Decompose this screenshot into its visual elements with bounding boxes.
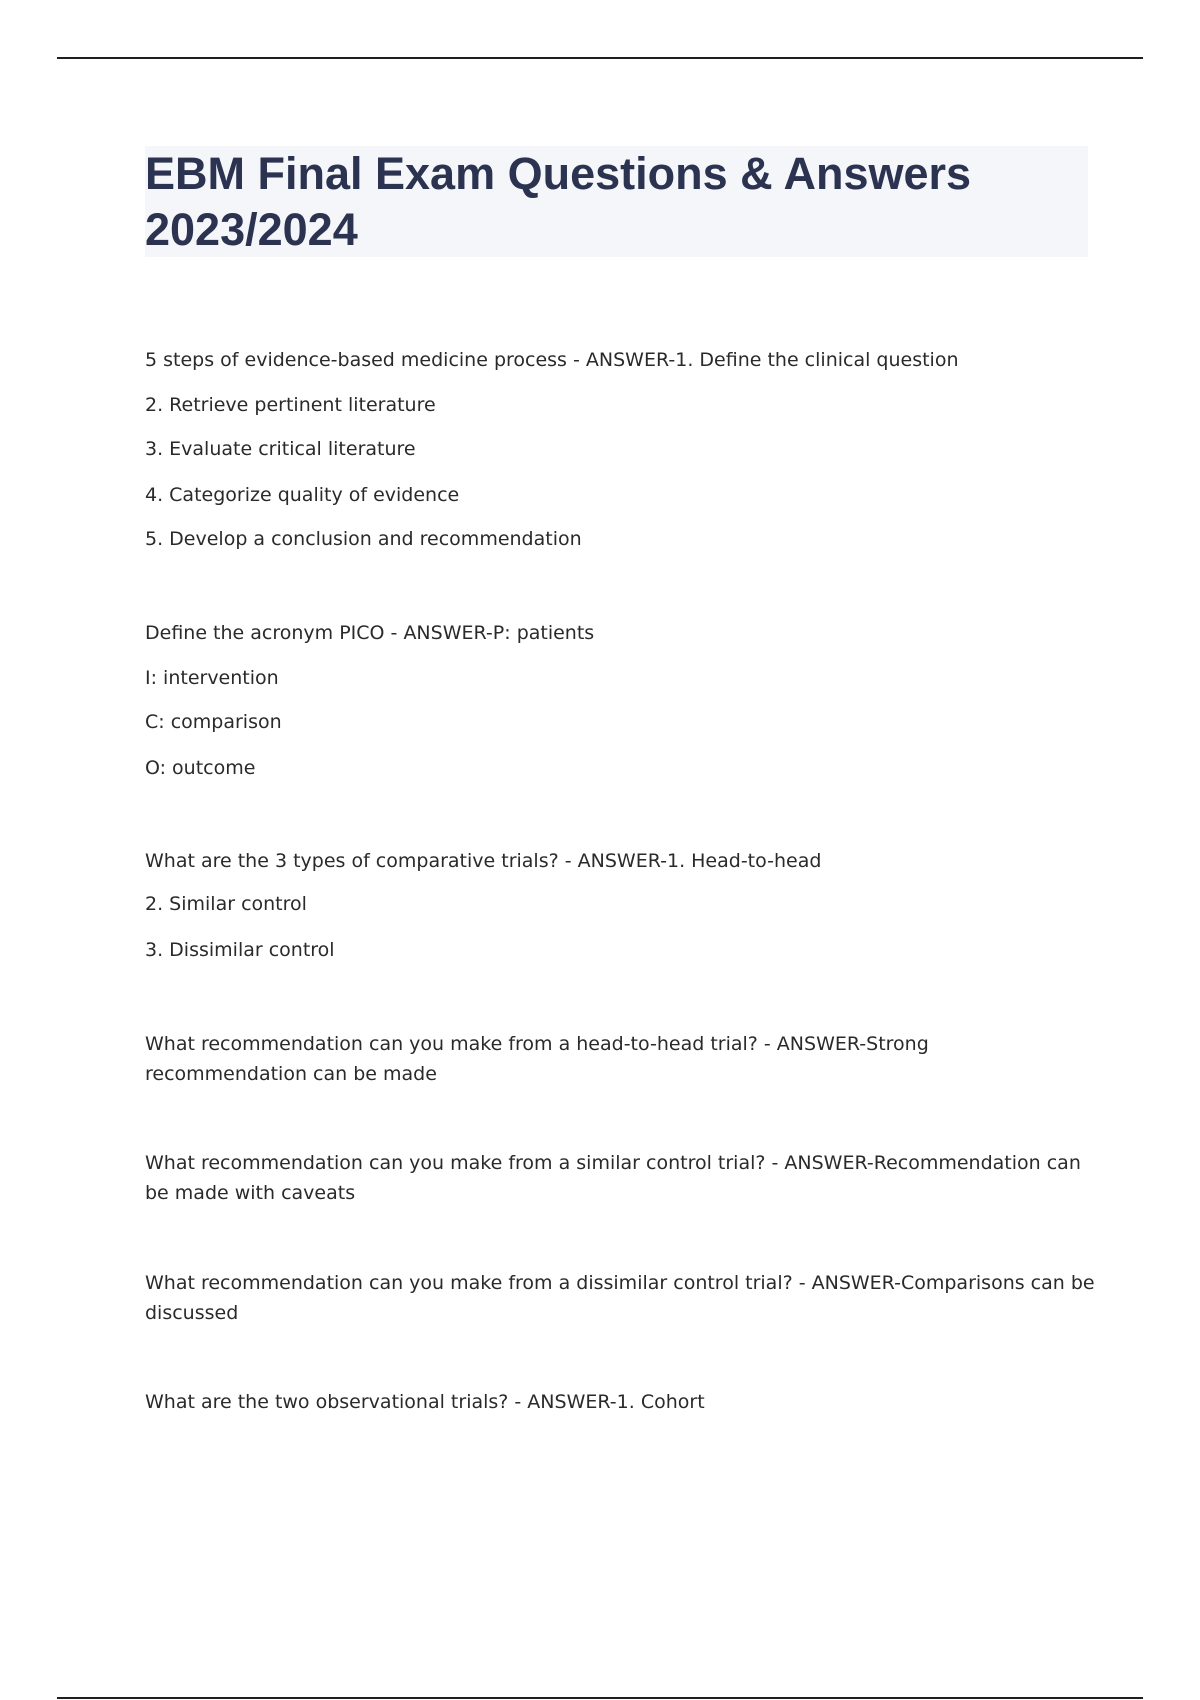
qa-item-5 (145, 1148, 1095, 1208)
document-title: EBM Final Exam Questions & Answers 2023/2024 (145, 148, 972, 255)
qa-item-7 (145, 1387, 1095, 1417)
bottom-rule (57, 1697, 1143, 1699)
qa-answer-line: 4. Categorize quality of evidence (145, 484, 460, 506)
qa-item-6 (145, 1268, 1095, 1328)
qa-item-2 (145, 619, 1095, 783)
qa-answer-line: 2. Similar control (145, 893, 307, 915)
qa-answer-line: 3. Dissimilar control (145, 939, 335, 961)
qa-item-4 (145, 1029, 1095, 1089)
qa-question: What recommendation can you make from a dissimilar control trial? - ANSWER-Comparisons can be discussed (145, 1272, 1095, 1324)
top-rule (57, 57, 1143, 59)
qa-item-3 (145, 847, 1095, 965)
qa-question: What are the 3 types of comparative trials? - ANSWER-1. Head-to-head (145, 850, 822, 872)
qa-question: What are the two observational trials? - ANSWER-1. Cohort (145, 1391, 705, 1413)
qa-answer-line: 2. Retrieve pertinent literature (145, 394, 436, 416)
qa-question: What recommendation can you make from a head-to-head trial? - ANSWER-Strong recommendation can be made (145, 1033, 929, 1085)
qa-answer-line: 5. Develop a conclusion and recommendation (145, 528, 582, 550)
qa-answer-line: C: comparison (145, 711, 282, 733)
qa-question: 5 steps of evidence-based medicine process - ANSWER-1. Define the clinical question (145, 349, 959, 371)
qa-question: Define the acronym PICO - ANSWER-P: patients (145, 622, 595, 644)
qa-answer-line: 3. Evaluate critical literature (145, 438, 416, 460)
qa-answer-line: I: intervention (145, 667, 279, 689)
title-block (145, 146, 1088, 257)
qa-item-1 (145, 346, 1095, 554)
qa-question: What recommendation can you make from a similar control trial? - ANSWER-Recommendation can be made with caveats (145, 1152, 1081, 1204)
qa-answer-line: O: outcome (145, 757, 256, 779)
